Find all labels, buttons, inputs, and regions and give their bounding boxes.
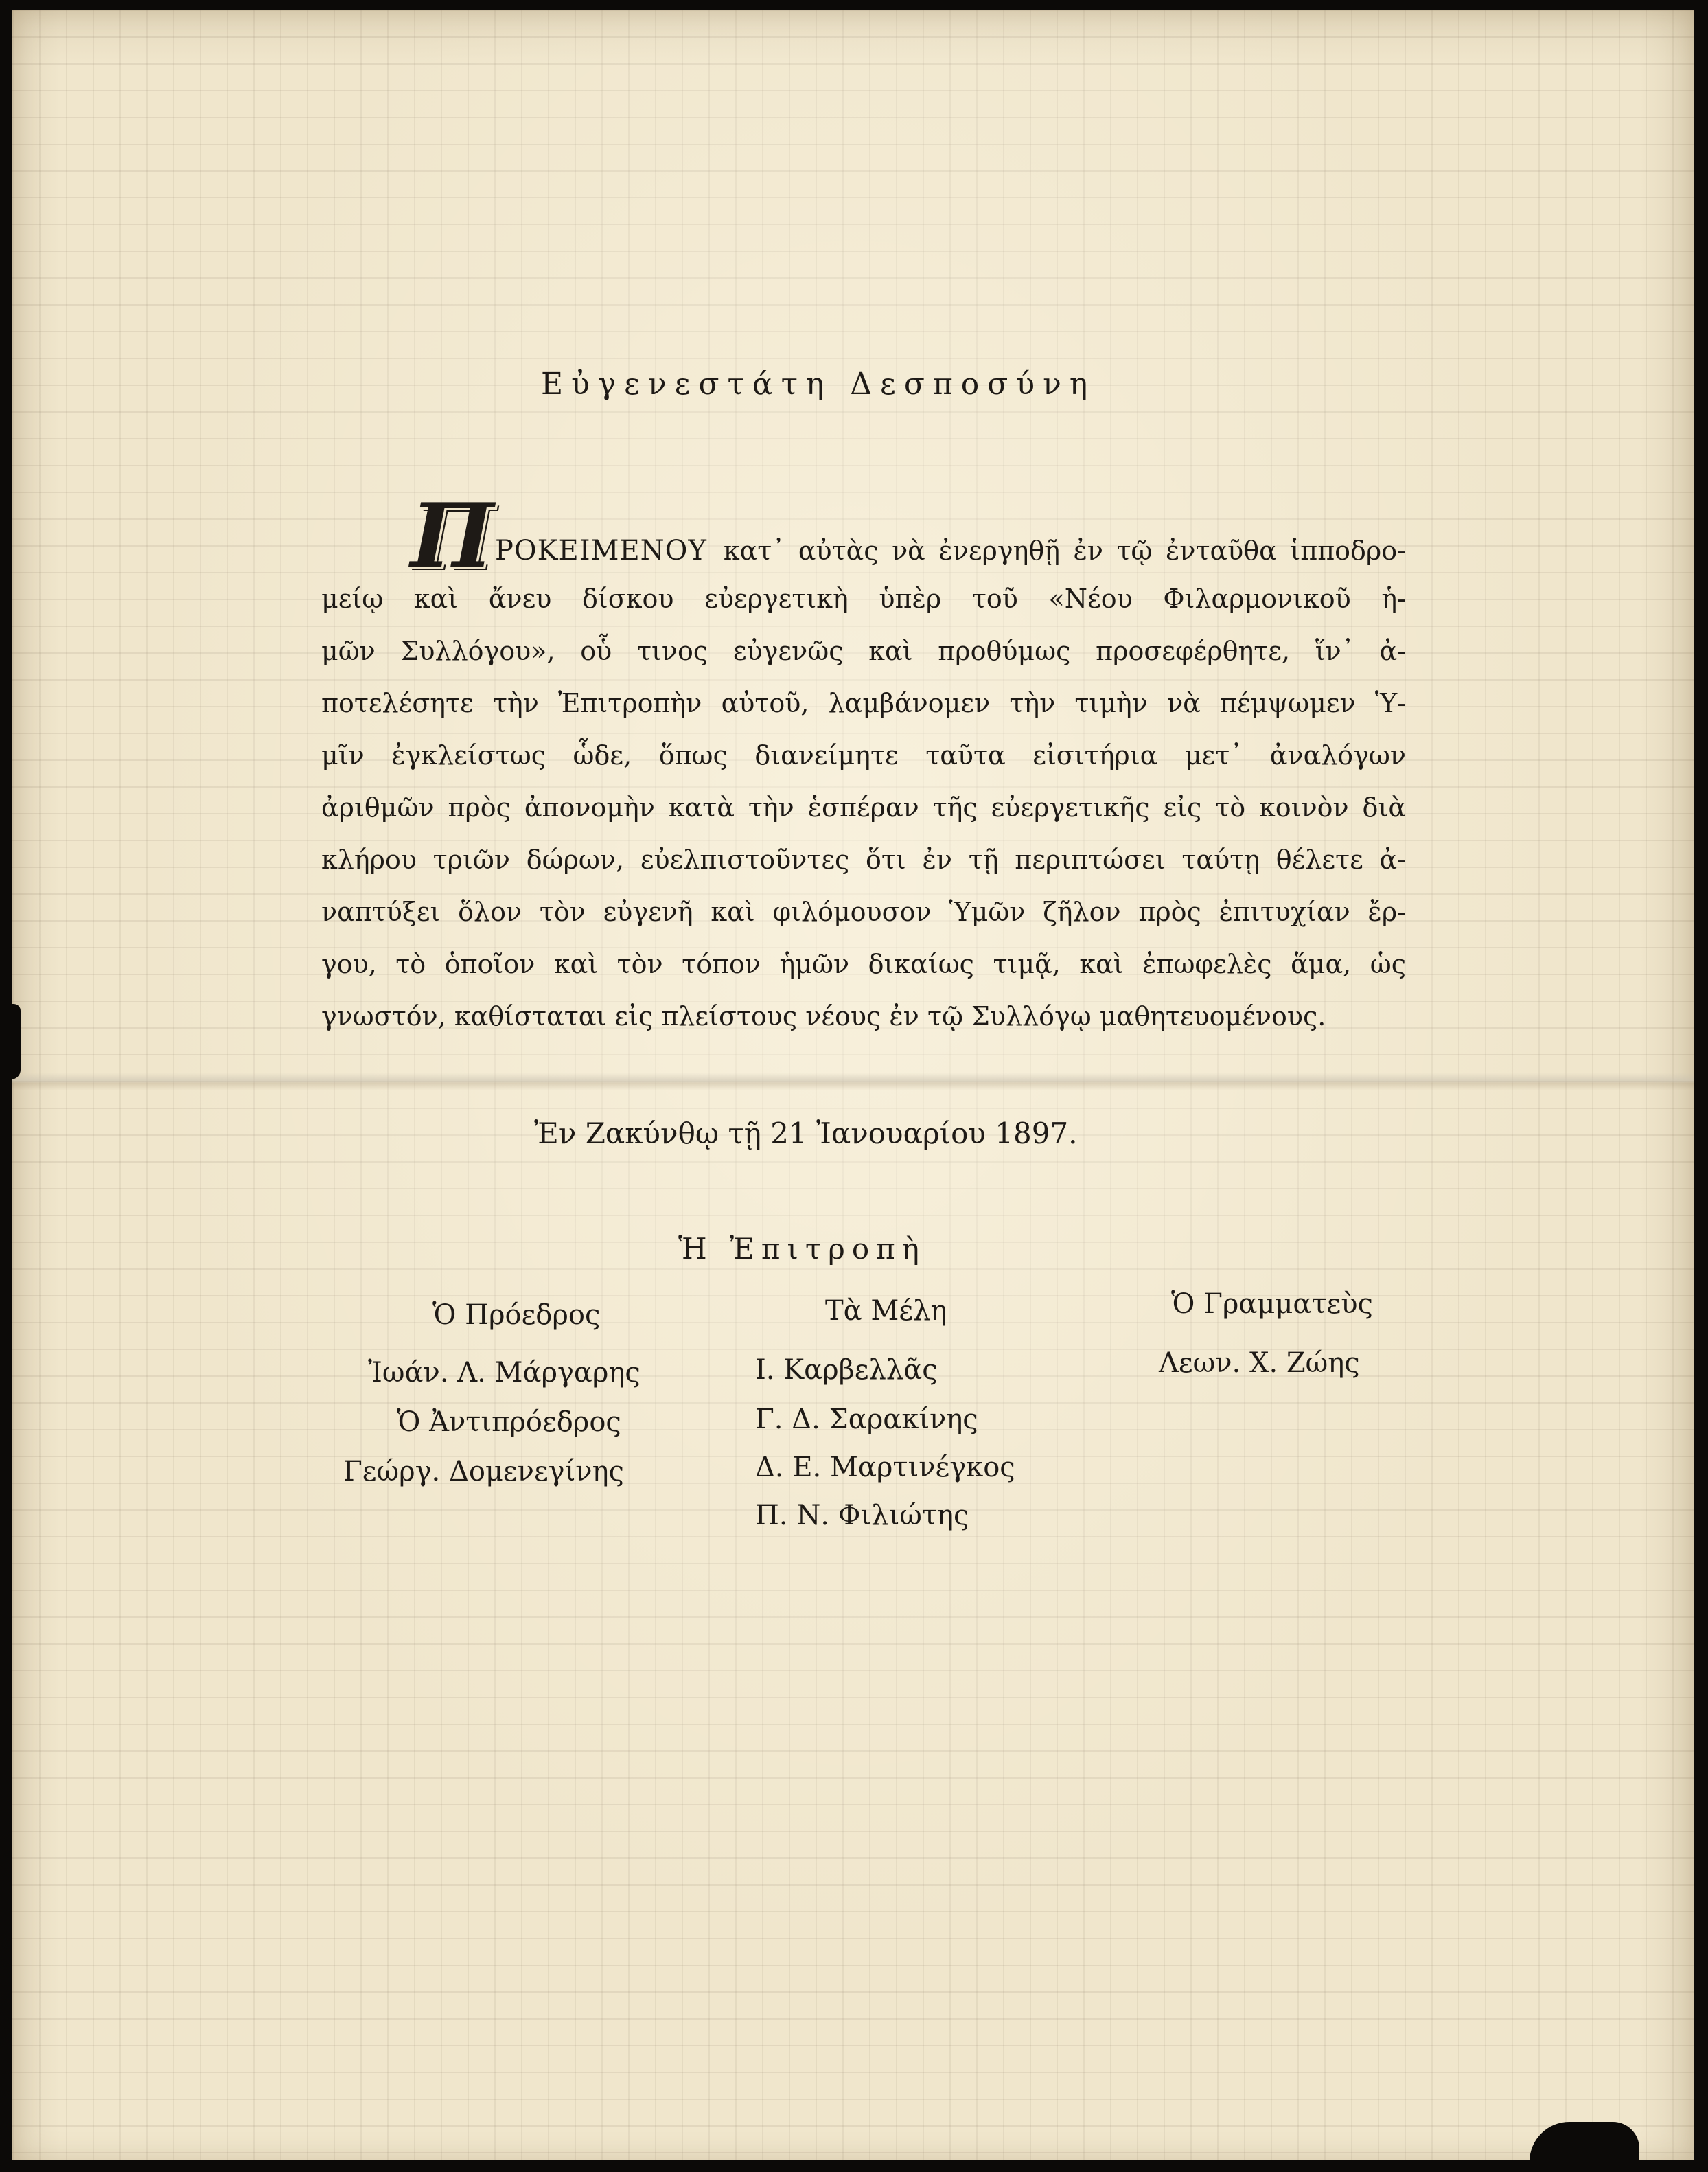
- member-name: Γ. Δ. Σαρακίνης: [755, 1404, 978, 1435]
- paper-fold-crease: [12, 1073, 1694, 1090]
- vice-president-label: Ὁ Ἀντιπρόεδρος: [397, 1406, 621, 1438]
- paper-tear-left: [11, 1004, 21, 1079]
- member-name: Π. Ν. Φιλιώτης: [755, 1500, 969, 1531]
- committee-title: Ἡ Ἐπιτροπὴ: [678, 1232, 926, 1266]
- secretary-name: Λεων. Χ. Ζώης: [1159, 1347, 1360, 1379]
- body-line: γου, τὸ ὁποῖον καὶ τὸν τόπον ἡμῶν δικαίως τιμᾷ, καὶ ἐπωφελὲς ἅμα, ὡς: [321, 949, 1406, 979]
- salutation: Εὐγενεστάτη Δεσποσύνη: [541, 367, 1096, 402]
- body-line: ναπτύξει ὅλον τὸν εὐγενῆ καὶ φιλόμουσον Ὑμῶν ζῆλον πρὸς ἐπιτυχίαν ἔρ-: [321, 897, 1406, 927]
- body-line: γνωστόν, καθίσταται εἰς πλείστους νέους ἐν τῷ Συλλόγῳ μαθητευομένους.: [321, 1001, 1326, 1031]
- member-name: Δ. Ε. Μαρτινέγκος: [755, 1452, 1015, 1483]
- lead-word: ΡΟΚΕΙΜΕΝΟΥ: [494, 535, 707, 567]
- vice-president-name: Γεώργ. Δομενεγίνης: [343, 1456, 624, 1487]
- paper-tear-bottom: [1530, 2122, 1639, 2162]
- letter-body: [321, 485, 1406, 1042]
- president-label: Ὁ Πρόεδρος: [432, 1299, 601, 1331]
- body-line: μείῳ καὶ ἄνευ δίσκου εὐεργετικὴ ὑπὲρ τοῦ «Νέου Φιλαρμονικοῦ ἡ-: [321, 584, 1406, 614]
- letter-paper: [12, 10, 1694, 2160]
- president-name: Ἰωάν. Λ. Μάργαρης: [368, 1357, 640, 1388]
- secretary-label: Ὁ Γραμματεὺς: [1171, 1288, 1373, 1320]
- body-line: ποτελέσητε τὴν Ἐπιτροπὴν αὐτοῦ, λαμβάνομεν τὴν τιμὴν νὰ πέμψωμεν Ὑ-: [321, 688, 1406, 718]
- member-name: Ι. Καρβελλᾶς: [755, 1354, 938, 1386]
- first-line: [411, 485, 1406, 588]
- body-line: κλήρου τριῶν δώρων, εὐελπιστοῦντες ὅτι ἐν τῇ περιπτώσει ταύτῃ θέλετε ἀ-: [321, 845, 1406, 875]
- first-line-rest: κατ᾽ αὐτὰς νὰ ἐνεργηθῇ ἐν τῷ ἐνταῦθα ἱπποδρο-: [723, 536, 1406, 566]
- members-label: Τὰ Μέλη: [825, 1295, 947, 1327]
- body-line: ἀριθμῶν πρὸς ἀπονομὴν κατὰ τὴν ἑσπέραν τῆς εὐεργετικῆς εἰς τὸ κοινὸν διὰ: [321, 792, 1406, 823]
- body-line: μῖν ἐγκλείστως ὧδε, ὅπως διανείμητε ταῦτα εἰσιτήρια μετ᾽ ἀναλόγων: [321, 740, 1406, 770]
- body-line: μῶν Συλλόγου», οὗ τινος εὐγενῶς καὶ προθύμως προσεφέρθητε, ἵν᾽ ἀ-: [321, 636, 1406, 666]
- drop-cap: Π: [411, 485, 494, 588]
- date-line: Ἐν Ζακύνθῳ τῇ 21 Ἰανουαρίου 1897.: [534, 1117, 1078, 1150]
